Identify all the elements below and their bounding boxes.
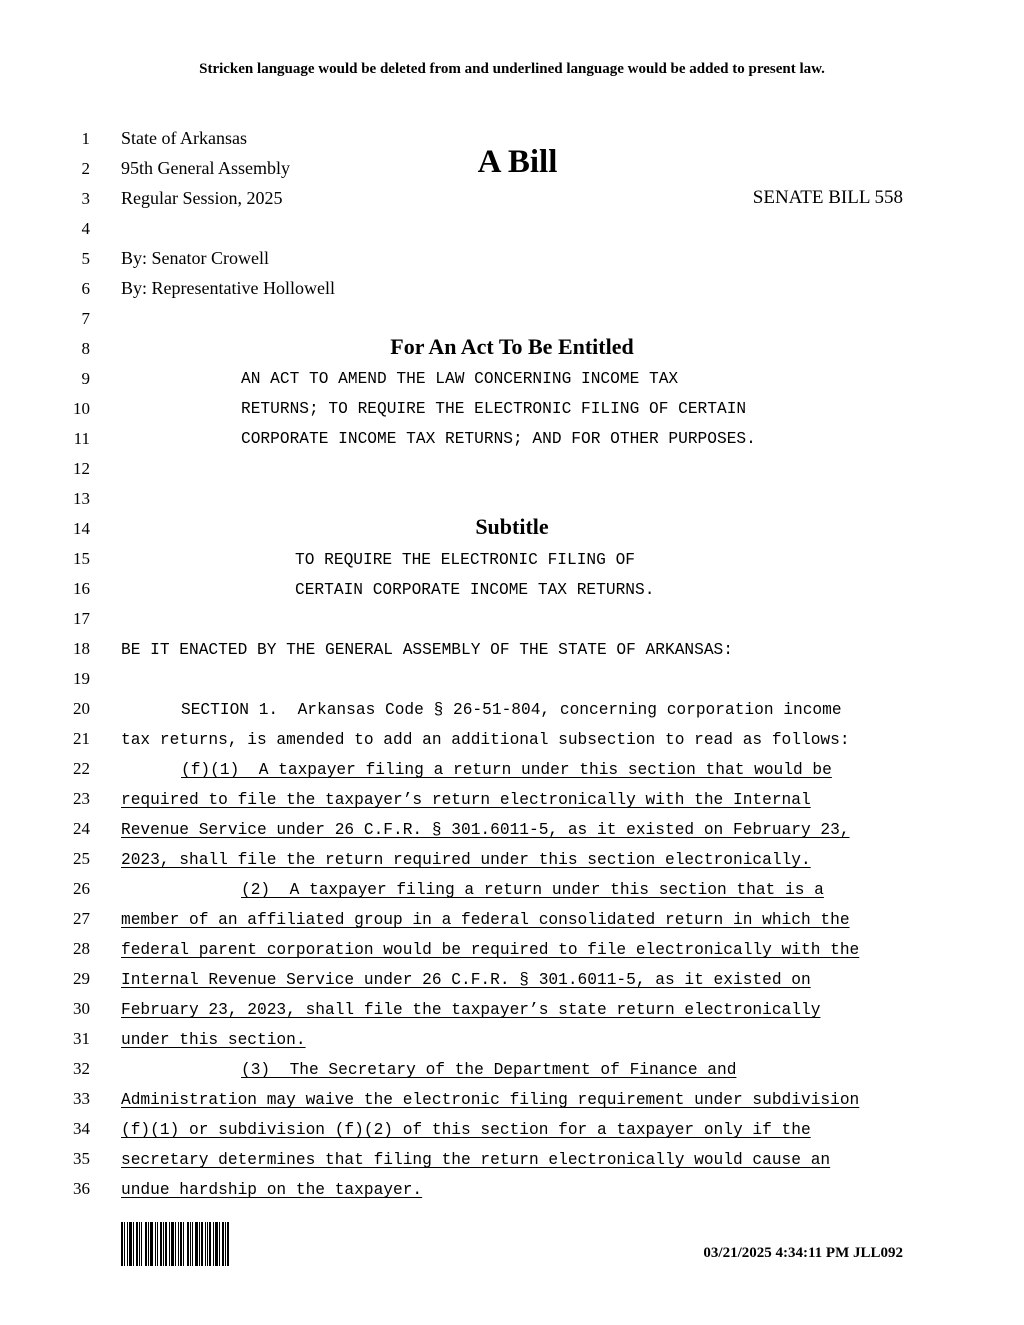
line-number: 32	[73, 1059, 90, 1078]
section-line-added: under this section.	[121, 1031, 306, 1049]
line-number: 19	[73, 669, 90, 688]
line-number: 7	[81, 309, 90, 328]
line-number: 11	[73, 429, 90, 448]
bill-title: A Bill	[477, 144, 558, 180]
section-line-added: Internal Revenue Service under 26 C.F.R. § 301.6011-5, as it existed on	[121, 971, 811, 989]
line-number: 29	[73, 969, 90, 988]
line-number: 35	[73, 1149, 90, 1168]
line-number: 13	[73, 489, 90, 508]
line-number: 12	[73, 459, 90, 478]
line-number: 34	[73, 1119, 90, 1138]
section-line-added: (3) The Secretary of the Department of Finance and	[241, 1061, 737, 1079]
bill-session: Regular Session, 2025	[121, 188, 283, 208]
line-number: 23	[73, 789, 90, 808]
line-number: 6	[81, 279, 90, 298]
header-note: Stricken language would be deleted from and underlined language would be added to present law.	[199, 61, 825, 77]
section-line-added: (f)(1) or subdivision (f)(2) of this section for a taxpayer only if the	[121, 1121, 811, 1139]
section-line-added: February 23, 2023, shall file the taxpayer’s state return electronically	[121, 1001, 821, 1019]
line-number: 8	[81, 339, 90, 358]
line-number: 20	[73, 699, 90, 718]
act-title-line: CORPORATE INCOME TAX RETURNS; AND FOR OTHER PURPOSES.	[241, 430, 756, 448]
act-title-line: AN ACT TO AMEND THE LAW CONCERNING INCOME TAX	[241, 370, 679, 388]
line-number: 31	[73, 1029, 90, 1048]
section-line-added: secretary determines that filing the return electronically would cause an	[121, 1151, 831, 1169]
subtitle-line: TO REQUIRE THE ELECTRONIC FILING OF	[295, 551, 635, 569]
section-line-added: member of an affiliated group in a federal consolidated return in which the	[121, 911, 850, 929]
line-number: 21	[73, 729, 90, 748]
section-line-added: Revenue Service under 26 C.F.R. § 301.6011-5, as it existed on February 23,	[121, 821, 850, 839]
barcode-image	[121, 1222, 249, 1266]
section-line-added: 2023, shall file the return required under this section electronically.	[121, 851, 811, 869]
line-number: 18	[73, 639, 90, 658]
line-number: 3	[81, 189, 90, 208]
subtitle-line: CERTAIN CORPORATE INCOME TAX RETURNS.	[295, 581, 655, 599]
line-number: 10	[73, 399, 90, 418]
entitled-heading: For An Act To Be Entitled	[390, 334, 634, 359]
line-number: 4	[81, 219, 90, 238]
enacting-clause: BE IT ENACTED BY THE GENERAL ASSEMBLY OF THE STATE OF ARKANSAS:	[121, 641, 733, 659]
line-number: 17	[73, 609, 90, 628]
line-number: 28	[73, 939, 90, 958]
line-number: 1	[81, 129, 90, 148]
bill-number: SENATE BILL 558	[752, 187, 903, 208]
subtitle-heading: Subtitle	[475, 514, 549, 539]
section-line: tax returns, is amended to add an additional subsection to read as follows:	[121, 731, 850, 749]
line-number: 36	[73, 1179, 90, 1198]
document-timestamp: 03/21/2025 4:34:11 PM JLL092	[703, 1245, 903, 1261]
line-number: 2	[81, 159, 90, 178]
line-number: 5	[81, 249, 90, 268]
bill-assembly: 95th General Assembly	[121, 158, 290, 178]
line-number: 25	[73, 849, 90, 868]
section-line-added: (2) A taxpayer filing a return under this section that is a	[241, 881, 824, 899]
bill-state: State of Arkansas	[121, 128, 247, 148]
section-line-added: Administration may waive the electronic filing requirement under subdivision	[121, 1091, 860, 1109]
line-number: 24	[73, 819, 90, 838]
section-line-added: undue hardship on the taxpayer.	[121, 1181, 423, 1199]
line-number: 14	[73, 519, 90, 538]
bill-sponsor-senator: By: Senator Crowell	[121, 248, 269, 268]
section-line: SECTION 1. Arkansas Code § 26-51-804, concerning corporation income	[181, 701, 842, 719]
line-number: 15	[73, 549, 90, 568]
line-number: 9	[81, 369, 90, 388]
line-number: 30	[73, 999, 90, 1018]
section-line-added: (f)(1) A taxpayer filing a return under this section that would be	[181, 761, 832, 779]
line-number: 16	[73, 579, 90, 598]
line-number: 27	[73, 909, 90, 928]
line-number: 33	[73, 1089, 90, 1108]
bill-sponsor-representative: By: Representative Hollowell	[121, 278, 335, 298]
section-line-added: federal parent corporation would be required to file electronically with the	[121, 941, 860, 959]
line-number: 26	[73, 879, 90, 898]
act-title-line: RETURNS; TO REQUIRE THE ELECTRONIC FILING OF CERTAIN	[241, 400, 747, 418]
section-line-added: required to file the taxpayer’s return electronically with the Internal	[121, 791, 811, 809]
line-number: 22	[73, 759, 90, 778]
